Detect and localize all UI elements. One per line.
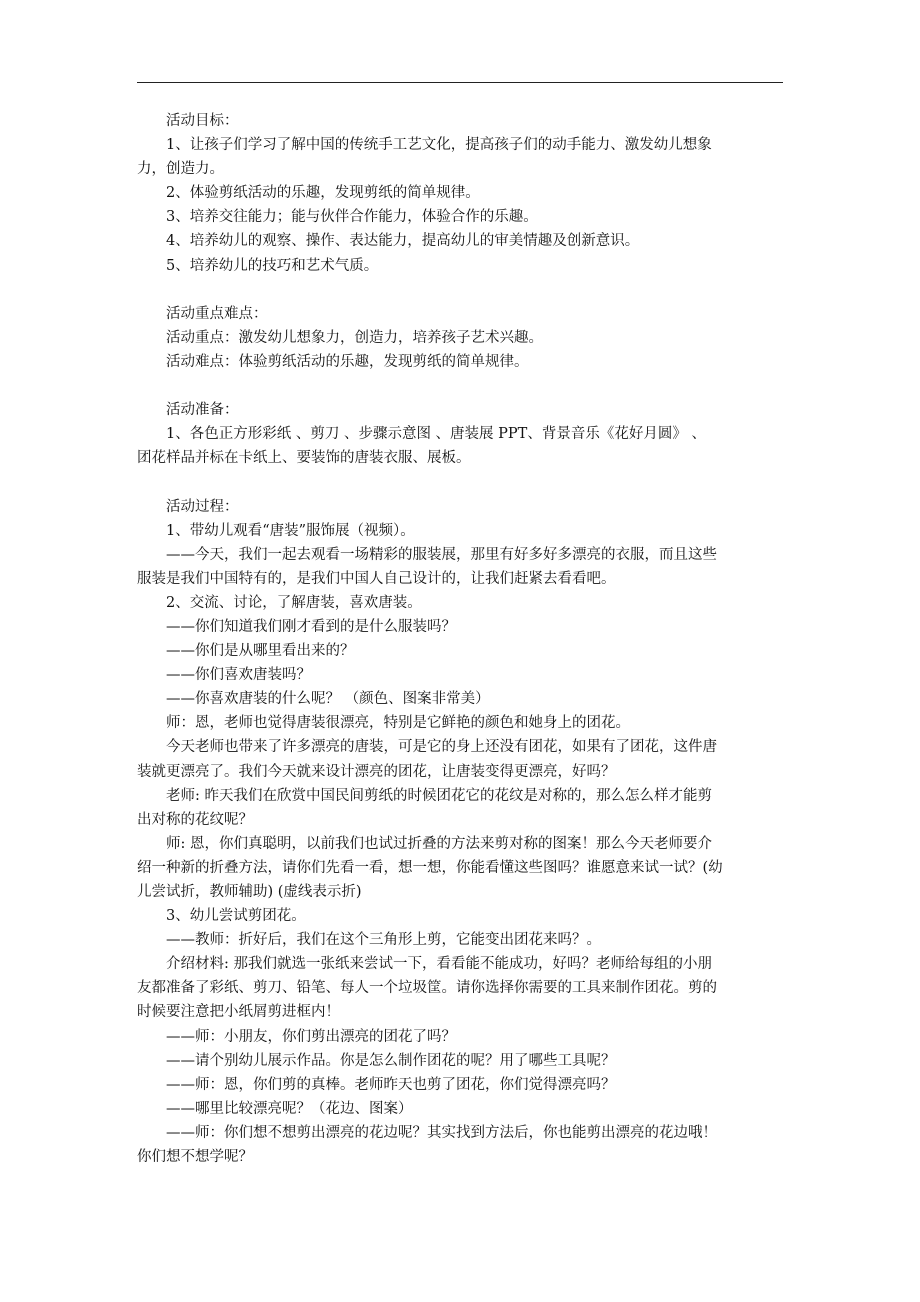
text-line: 1、让孩子们学习了解中国的传统手工艺文化，提高孩子们的动手能力、激发幼儿想象 — [166, 137, 712, 154]
text-line: ——师：小朋友，你们剪出漂亮的团花了吗？ — [166, 1028, 456, 1045]
section-heading: 活动目标： — [166, 113, 239, 129]
section-heading: 活动过程： — [166, 498, 239, 515]
text-line: 你们想不想学呢？ — [137, 1149, 253, 1166]
text-line: 装就更漂亮了。我们今天就来设计漂亮的团花，让唐装变得更漂亮，好吗？ — [137, 763, 616, 780]
text-line: 1、带幼儿观看“唐装”服饰展（视频）。 — [166, 522, 415, 539]
text-line: 1、各色正方形彩纸 、剪刀 、步骤示意图 、唐装展 PPT、背景音乐《花好月圆》 、 — [166, 426, 706, 443]
text-line: 2、体验剪纸活动的乐趣，发现剪纸的简单规律。 — [166, 185, 480, 202]
text-line: ——你喜欢唐装的什么呢？ （颜色、图案非常美） — [166, 691, 490, 708]
text-line: 友都准备了彩纸、剪刀、铅笔、每人一个垃圾筐。请你选择你需要的工具来制作团花。剪的 — [137, 980, 717, 997]
text-line: 团花样品并标在卡纸上、要装饰的唐装衣服、展板。 — [137, 450, 471, 467]
text-line: ——哪里比较漂亮呢？（花边、图案） — [166, 1100, 413, 1117]
text-line: 出对称的花纹呢？ — [137, 811, 253, 828]
section-gap — [137, 278, 785, 302]
document-section — [137, 398, 785, 470]
text-line: 绍一种新的折叠方法，请你们先看一看，想一想，你能看懂这些图吗？谁愿意来试一试？(幼 — [137, 859, 723, 876]
text-line: 时候要注意把小纸屑剪进框内！ — [137, 1004, 340, 1021]
document-section — [137, 302, 785, 374]
text-line: 师: 恩，你们真聪明，以前我们也试过折叠的方法来剪对称的图案！那么今天老师要介 — [166, 835, 712, 852]
text-line: ——师：你们想不想剪出漂亮的花边呢？其实找到方法后，你也能剪出漂亮的花边哦！ — [166, 1124, 717, 1141]
header-rule — [137, 82, 783, 83]
text-line: 2、交流、讨论，了解唐装，喜欢唐装。 — [166, 594, 422, 611]
text-line: 活动重点：激发幼儿想象力，创造力，培养孩子艺术兴趣。 — [166, 329, 543, 346]
document-body — [137, 109, 785, 1169]
text-line: 服装是我们中国特有的，是我们中国人自己设计的，让我们赶紧去看看吧。 — [137, 570, 616, 587]
text-line: 4、培养幼儿的观察、操作、表达能力，提高幼儿的审美情趣及创新意识。 — [166, 233, 640, 250]
text-line: 3、培养交往能力；能与伙伴合作能力，体验合作的乐趣。 — [166, 209, 538, 226]
section-heading: 活动准备： — [166, 402, 239, 419]
text-line: 老师: 昨天我们在欣赏中国民间剪纸的时候团花它的花纹是对称的，那么怎么样才能剪 — [166, 787, 712, 804]
section-heading: 活动重点难点： — [166, 305, 268, 322]
text-line: 5、培养幼儿的技巧和艺术气质。 — [166, 257, 379, 274]
text-line: 活动难点：体验剪纸活动的乐趣，发现剪纸的简单规律。 — [166, 353, 529, 370]
text-line: ——今天，我们一起去观看一场精彩的服装展，那里有好多好多漂亮的衣服，而且这些 — [166, 546, 717, 563]
text-line: 3、幼儿尝试剪团花。 — [166, 908, 306, 925]
text-line: ——师：恩，你们剪的真棒。老师昨天也剪了团花，你们觉得漂亮吗？ — [166, 1076, 616, 1093]
text-line: 介绍材料: 那我们就选一张纸来尝试一下，看看能不能成功，好吗？老师给每组的小朋 — [166, 956, 712, 973]
text-line: ——请个别幼儿展示作品。你是怎么制作团花的呢？用了哪些工具呢？ — [166, 1052, 616, 1069]
text-line: 力，创造力。 — [137, 161, 224, 178]
text-line: ——你们是从哪里看出来的？ — [166, 643, 355, 660]
text-line: 儿尝试折，教师辅助) (虚线表示折) — [137, 884, 362, 900]
section-gap — [137, 374, 785, 398]
text-line: ——你们喜欢唐装吗？ — [166, 667, 311, 684]
text-line: 师：恩，老师也觉得唐装很漂亮，特别是它鲜艳的颜色和她身上的团花。 — [166, 715, 630, 732]
document-section — [137, 495, 785, 1170]
text-line: ——你们知道我们刚才看到的是什么服装吗？ — [166, 618, 456, 635]
text-line: 今天老师也带来了许多漂亮的唐装，可是它的身上还没有团花，如果有了团花，这件唐 — [166, 739, 717, 756]
text-line: ——教师：折好后，我们在这个三角形上剪，它能变出团花来吗？。 — [166, 932, 601, 949]
section-gap — [137, 470, 785, 494]
document-section — [137, 109, 785, 278]
